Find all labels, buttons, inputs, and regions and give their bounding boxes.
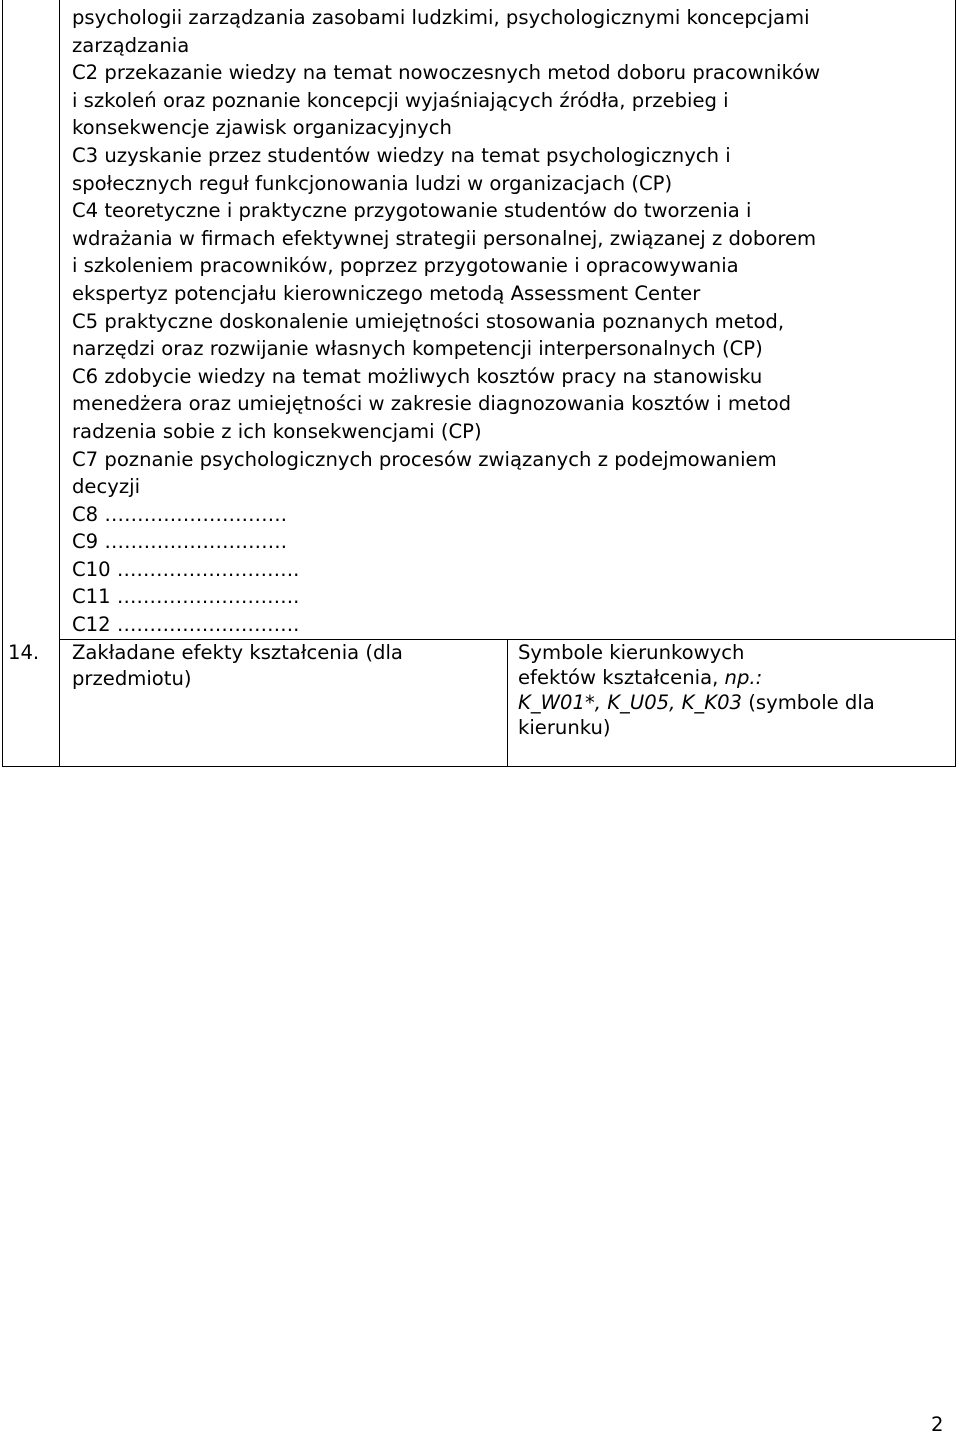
objective-line: C11 ……………………….: [72, 585, 300, 609]
table-left-border: [2, 0, 3, 767]
symbols-line-1: Symbole kierunkowych: [518, 641, 745, 664]
objective-line: i szkoleniem pracowników, poprzez przygotowanie i opracowywania: [72, 254, 739, 278]
objective-line: narzędzi oraz rozwijanie własnych kompetencji interpersonalnych (CP): [72, 337, 763, 361]
objective-line: C5 praktyczne doskonalenie umiejętności stosowania poznanych metod,: [72, 309, 785, 333]
row-number: 14.: [8, 641, 40, 664]
objective-line: decyzji: [72, 475, 141, 499]
objective-line: C2 przekazanie wiedzy na temat nowoczesnych metod doboru pracowników: [72, 61, 821, 85]
objective-line: C9 ……………………….: [72, 530, 287, 554]
symbols-line-3: [518, 690, 948, 715]
outcome-symbols-cell: [518, 640, 948, 740]
page-number: 2: [931, 1413, 944, 1436]
objective-line: C6 zdobycie wiedzy na temat możliwych kosztów pracy na stanowisku: [72, 364, 763, 388]
objective-line: C7 poznanie psychologicznych procesów związanych z podejmowaniem: [72, 447, 777, 471]
objective-line: C10 ……………………….: [72, 557, 300, 581]
objective-line: społecznych reguł funkcjonowania ludzi w organizacjach (CP): [72, 171, 673, 195]
symbols-line-3-text: (symbole dla: [742, 691, 875, 714]
objective-line: wdrażania w firmach efektywnej strategii personalnej, związanej z doborem: [72, 226, 817, 250]
objective-line: C4 teoretyczne i praktyczne przygotowanie studentów do tworzenia i: [72, 199, 752, 223]
table-bottom-border: [2, 766, 956, 767]
symbols-column-border: [507, 639, 508, 767]
objective-line: konsekwencje zjawisk organizacyjnych: [72, 116, 452, 140]
number-column-border: [59, 0, 60, 767]
objective-line: C8 ……………………….: [72, 502, 287, 526]
objective-line: psychologii zarządzania zasobami ludzkimi, psychologicznymi koncepcjami: [72, 6, 810, 29]
symbols-line-4: kierunku): [518, 716, 611, 739]
objective-line: menedżera oraz umiejętności w zakresie diagnozowania kosztów i metod: [72, 392, 792, 416]
objective-line: i szkoleń oraz poznanie koncepcji wyjaśniających źródła, przebieg i: [72, 88, 729, 112]
objective-line: zarządzania: [72, 33, 190, 57]
table-right-border: [955, 0, 956, 767]
learning-outcomes-label: Zakładane efekty kształcenia (dla przedmiotu): [72, 641, 403, 690]
symbols-line-2: [518, 665, 948, 690]
symbols-line-2-text: efektów kształcenia,: [518, 666, 725, 689]
symbols-example-marker: np.:: [724, 666, 763, 689]
objective-line: C12 ……………………….: [72, 613, 300, 637]
objective-line: radzenia sobie z ich konsekwencjami (CP): [72, 419, 482, 443]
course-objectives-cell: [72, 4, 948, 639]
objective-line: C3 uzyskanie przez studentów wiedzy na temat psychologicznych i: [72, 143, 731, 167]
objective-line: ekspertyz potencjału kierowniczego metodą Assessment Center: [72, 281, 701, 305]
symbols-example-codes: K_W01*, K_U05, K_K03: [518, 691, 743, 714]
